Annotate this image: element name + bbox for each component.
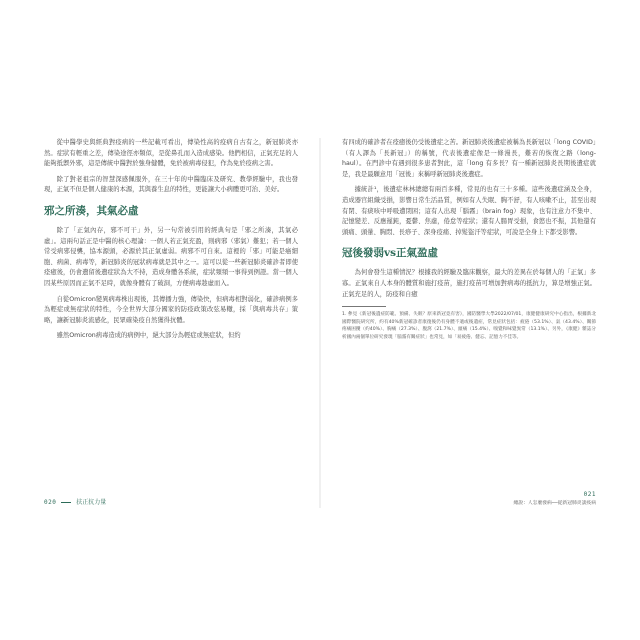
- left-body: [44, 138, 298, 342]
- paragraph: 為何會發生這種情況？根據我的經驗及臨床觀察，最大的差異在於每個人的「正氣」多寡。正氣來自人本身的體質和施打疫苗，施打疫苗可增加對病毒的抵抗力，算是增強正氣。正氣充足的人，防疫和自癒: [342, 269, 596, 298]
- chapter-title: 總說：人怎麼發病──從新冠肺炎談疫病: [513, 501, 596, 506]
- book-title: 扶正抗力量: [76, 499, 107, 506]
- footer-divider: [61, 502, 71, 503]
- paragraph: 除了「正氣內存，邪不可干」外，另一句常被引用的經典句是「邪之所湊，其氣必虛」。這兩句話正是中醫的核心理論：一個人若正氣充盈，則病邪（邪氣）難犯；若一個人常受病邪侵襲，協本源頭，必源於其正氣虛弱。病邪不可自來。這裡的「邪」可能是癌細胞、病菌、病毒等，新冠肺炎的冠狀病毒就是其中之一。這可以從一些新冠肺炎確診者即使痊癒後，仍會遺留後遺症狀為大不持，造成身體各系統，症狀頻頻一事得到例證。當一個人因某些原因而正氣不足時，就像身體有了破洞，方便病毒趁虛而入。: [44, 226, 298, 287]
- page-number: 021: [583, 491, 596, 498]
- left-page: [44, 138, 298, 508]
- page-footer: [44, 497, 106, 506]
- page-footer: [513, 491, 596, 506]
- page-number: 020: [44, 499, 57, 506]
- footnote-rule: [342, 306, 386, 307]
- paragraph: 自從Omicron變異病毒株出現後，其傳播力強，傳染快，但病毒相對弱化，確診病例多為輕症或無症狀的特性，今全世界大部分國家的防疫政策改弦易轍，採「與病毒共存」策略，讓新冠肺炎流感化，民眾確染疫自然獲得抗體。: [44, 295, 298, 324]
- right-body: [342, 138, 596, 300]
- footnote: 1. 參見《新冠後遺症防範、預備、失眠？原來新冠竟有害》，國防醫學大學2022/07/01，康健健康研究中心指出，根據新北國際醫院研究所，約有40%新冠確診者康復後仍有身體不適或後遺症，常見症狀包括：疲倦（53.1%）、氣（43.4%）、關節疼痛困擾（約40%）、胸痛（27.3%）、腹瀉（21.7%）、頭痛（15.4%）、嗅覺和味覺異常（13.1%）、另外，《康健》雜誌分析國內兩個單位研究發現「腦霧有關症狀」也常見，如「易疲倦、健忘、記憶力不佳等。: [342, 312, 596, 340]
- paragraph: 雖然Omicron病毒造成的病例中，絕大部分為輕症或無症狀，但約: [56, 332, 241, 340]
- paragraph: 從中醫學史與經典對疫病的一些記載可看出，傳染性高的疫病自古有之，新冠肺炎亦然。症狀有輕重之差，傳染途徑亦類似，是從鼻孔而入造成感染。他們相信，正氣充足的人能夠抵禦外邪，這是傳統中醫對於強身健體，免於被病毒侵犯，作為免於疫病之害。: [44, 139, 298, 168]
- section-heading: 冠後發弱vs正氣盈虛: [342, 247, 439, 260]
- paragraph: 有四成的確診者在痊癒後仍受後遺症之苦。新冠肺炎後遺症被稱為長新冠以「long COVID」（有人譯為「長新冠」）的稱號，代表後遺症像是一條漫長，難若的恢復之路（long-haul）。在門診中有遇到很多患者對此，這「long 有多長？有一種新冠肺炎長期後遺症就是，我是最願意用「冠後」來稱呼新冠肺炎後遺症。: [342, 139, 596, 178]
- paragraph: 據統計¹，後遺症林林總總有兩百多種，常見的也有三十多種。這些後遺症涵及全身，造成器官組織受損，影響日常生活品質，例如有人失眠、胸不舒，有人咳嗽不止，甚至出現有閉、有痰咳中呼吸遭閉困；這有人出現「腦霧」（brain fog）現象，也有注意力不集中、記憶變差、反應遲鈍，憂鬱、焦慮，倦怠等症狀；還有人腸胃受損，食慾也不振，其他還有頭痛、頭暈、胸悶、長痧子、深身疫痛、掉髮盜汗等症狀，可說是全身上下都受影響。: [342, 186, 596, 236]
- paragraph: 除了對老祖宗的智慧深感佩服外，在三十年的中醫臨床及研究、教學經驗中，我也發現，正氣不但是個人健康的本源，其與養生息的特性，更能讓大小病體更可治、美好。: [44, 175, 298, 194]
- book-gutter: [319, 138, 321, 508]
- right-page: [342, 138, 596, 508]
- section-heading: 邪之所湊，其氣必虛: [44, 204, 139, 217]
- book-spread: [44, 138, 596, 508]
